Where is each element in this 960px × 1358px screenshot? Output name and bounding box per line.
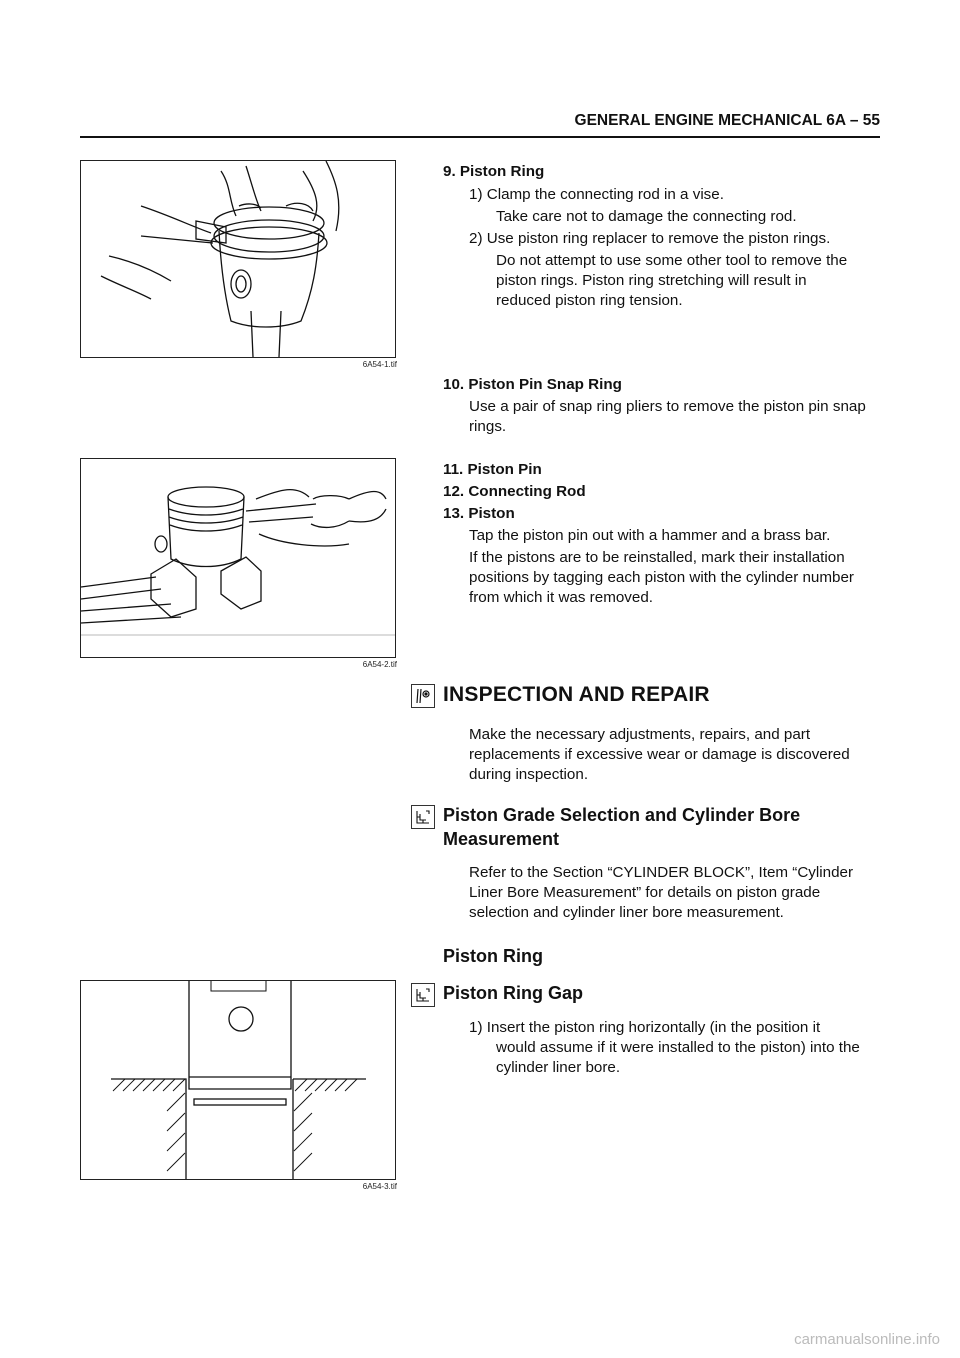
ring-gap-step-1-cont: cylinder liner bore. — [496, 1059, 621, 1076]
section-heading-inspection: INSPECTION AND REPAIR — [443, 683, 710, 706]
step-10-text: rings. — [469, 418, 507, 435]
figure-label: 6A54-2.tif — [362, 660, 397, 669]
step-12-title: 12. Connecting Rod — [443, 483, 586, 500]
grade-text: selection and cylinder liner bore measurement. — [469, 904, 784, 921]
grade-text: Refer to the Section “CYLINDER BLOCK”, Item “Cylinder — [469, 864, 854, 881]
figure-label: 6A54-1.tif — [362, 360, 397, 369]
step-9-substep-2-note: Do not attempt to use some other tool to remove the — [496, 252, 848, 269]
subsection-heading-grade-l2: Measurement — [443, 829, 560, 849]
subsection-heading-piston-ring: Piston Ring — [443, 946, 543, 966]
step-13-title: 13. Piston — [443, 505, 515, 522]
inspection-icon — [411, 684, 435, 708]
step-9-substep-1: 1) Clamp the connecting rod in a vise. — [469, 186, 724, 203]
watermark: carmanualsonline.info — [794, 1331, 940, 1348]
step-9-substep-2: 2) Use piston ring replacer to remove the piston rings. — [469, 230, 831, 247]
step-10-title: 10. Piston Pin Snap Ring — [443, 376, 622, 393]
figure-ring-in-bore — [80, 980, 397, 1191]
step-13-text: positions by tagging each piston with the cylinder number — [469, 569, 854, 586]
step-13-text: Tap the piston pin out with a hammer and a brass bar. — [469, 527, 831, 544]
inspection-text: Make the necessary adjustments, repairs, and part — [469, 726, 811, 743]
page-title: GENERAL ENGINE MECHANICAL 6A – 55 — [574, 112, 880, 129]
figure-piston-ring-removal — [80, 160, 397, 369]
measurement-icon — [411, 983, 435, 1007]
ring-gap-step-1: 1) Insert the piston ring horizontally (in the position it — [469, 1019, 821, 1036]
measurement-icon — [411, 805, 435, 829]
ring-gap-step-1-cont: would assume if it were installed to the piston) into the — [496, 1039, 860, 1056]
step-9-substep-2-note: reduced piston ring tension. — [496, 292, 683, 309]
step-11-title: 11. Piston Pin — [443, 461, 542, 478]
grade-text: Liner Bore Measurement” for details on piston grade — [469, 884, 821, 901]
subsection-heading-ring-gap: Piston Ring Gap — [443, 983, 584, 1003]
inspection-text: during inspection. — [469, 766, 589, 783]
step-9-title: 9. Piston Ring — [443, 163, 545, 180]
step-13-text: If the pistons are to be reinstalled, mark their installation — [469, 549, 845, 566]
step-9-substep-1-note: Take care not to damage the connecting rod. — [496, 208, 797, 225]
step-9-substep-2-note: piston rings. Piston ring stretching will result in — [496, 272, 807, 289]
figure-label: 6A54-3.tif — [362, 1182, 397, 1191]
subsection-heading-grade-l1: Piston Grade Selection and Cylinder Bore — [443, 805, 801, 825]
figure-piston-pin-removal — [80, 458, 397, 669]
page-header — [80, 112, 880, 138]
step-10-text: Use a pair of snap ring pliers to remove the piston pin snap — [469, 398, 866, 415]
inspection-text: replacements if excessive wear or damage is discovered — [469, 746, 850, 763]
step-13-text: from which it was removed. — [469, 589, 653, 606]
